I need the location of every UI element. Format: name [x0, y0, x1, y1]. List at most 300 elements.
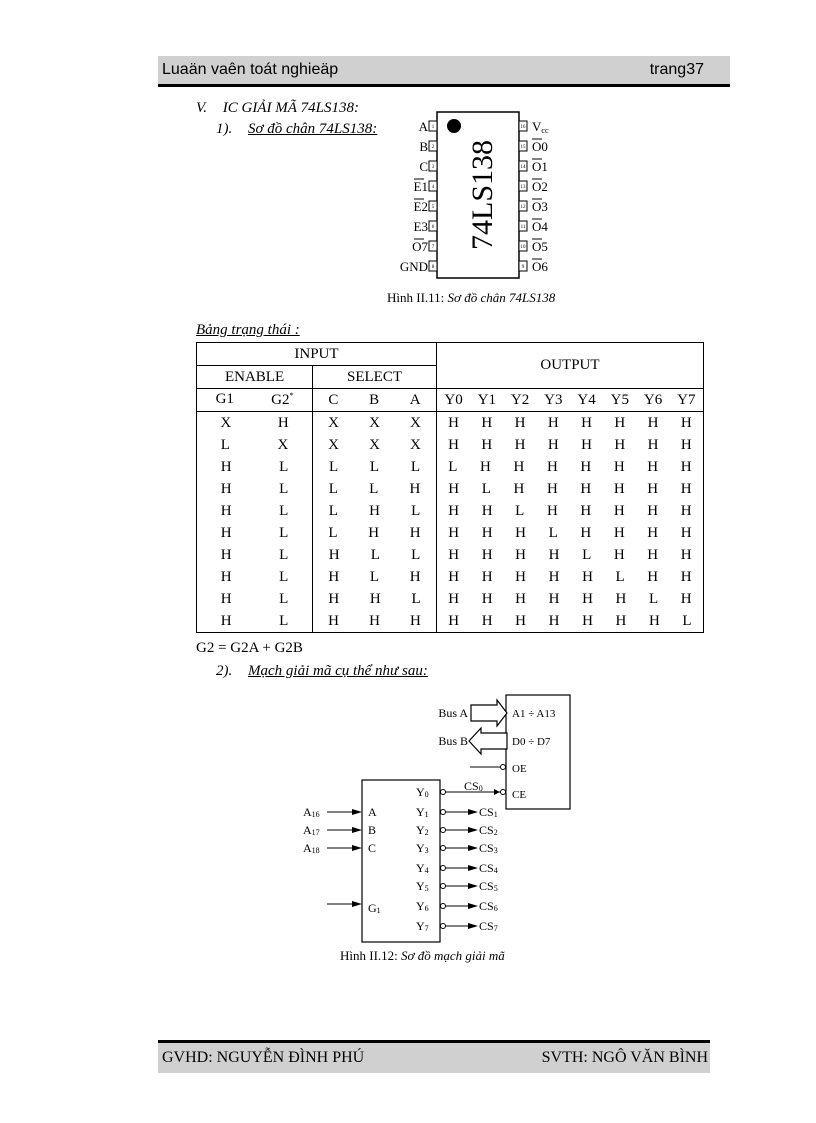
header-page: trang37: [649, 61, 704, 78]
cell-value: H: [547, 414, 559, 431]
cell-value: H: [448, 502, 460, 519]
cell-value: H: [220, 612, 232, 629]
cell-value: H: [548, 546, 560, 563]
cell-value: H: [481, 524, 493, 541]
cell-value: H: [680, 590, 692, 607]
cell-value: H: [580, 458, 592, 475]
cell-value: H: [613, 502, 625, 519]
cell-value: H: [548, 568, 560, 585]
enable-label: ENABLE: [224, 368, 285, 385]
cell-value: H: [515, 612, 526, 629]
cell-value: H: [328, 568, 340, 585]
section-number: V.: [196, 100, 207, 116]
address-input-label: A16: [303, 805, 320, 819]
g2-note: G2 = G2A + G2B: [196, 640, 303, 656]
ce-bubble: [501, 790, 506, 795]
select-col-headers: [313, 389, 437, 412]
g1-arrowhead: [352, 901, 362, 907]
table-cell: [436, 522, 703, 544]
output-arrowhead: [468, 827, 478, 833]
chip-left-pin-label: GND: [399, 259, 428, 274]
chip-left-pin-number: 3: [431, 165, 435, 170]
output-bubble: [441, 828, 446, 833]
cell-value: H: [515, 568, 526, 585]
cell-value: H: [580, 524, 592, 541]
table-cell: [197, 544, 313, 566]
oe-bubble: [501, 765, 506, 770]
cell-value: H: [547, 436, 559, 453]
chip-right-pin-number: 13: [520, 185, 526, 190]
table-cell: [436, 434, 703, 456]
cell-value: H: [220, 502, 232, 519]
chip-right-pin-label: O3: [532, 199, 548, 214]
table-cell: [313, 478, 437, 500]
output-bubble: [441, 790, 446, 795]
cell-value: H: [647, 458, 659, 475]
input-header: [197, 343, 437, 366]
table-row: [197, 478, 704, 500]
truth-table: [196, 342, 704, 633]
chip-left-pin-label: C: [419, 159, 428, 174]
chip-right-pin-number: 16: [520, 125, 526, 130]
select-header: [313, 366, 437, 389]
bus-b-arrow: [469, 728, 507, 754]
chip-name: 74LS138: [466, 139, 499, 250]
cell-value: H: [220, 458, 232, 475]
cell-value: H: [513, 480, 525, 497]
table-title: Bảng trạng thái :: [196, 322, 300, 338]
cell-value: H: [448, 546, 460, 563]
cell-value: H: [409, 480, 421, 497]
chip-left-pin-number: 8: [431, 265, 435, 270]
cell-value: H: [481, 546, 493, 563]
table-cell: [313, 434, 437, 456]
cell-value: L: [515, 502, 525, 519]
cell-value: H: [481, 612, 493, 629]
cell-value: L: [411, 590, 421, 607]
chip-left-pin-label: A: [418, 119, 428, 134]
cell-value: H: [448, 590, 460, 607]
pin1-marker: [447, 119, 461, 133]
output-arrowhead: [468, 903, 478, 909]
table-row: [197, 522, 704, 544]
cs-output-label: CS7: [479, 919, 498, 933]
cell-value: L: [279, 502, 289, 519]
table-row: [197, 566, 704, 588]
cell-value: X: [410, 436, 421, 453]
chip-right-pin-number: 10: [520, 245, 526, 250]
cell-value: H: [680, 414, 692, 431]
memory-pin-label: OE: [512, 763, 527, 775]
cell-value: H: [369, 502, 380, 519]
table-cell: [197, 566, 313, 588]
chip-left-pin-number: 2: [431, 145, 435, 150]
cell-value: H: [613, 524, 625, 541]
cell-value: H: [220, 546, 232, 563]
cell-value: H: [648, 612, 660, 629]
cell-value: H: [680, 458, 692, 475]
cell-value: H: [680, 502, 692, 519]
cell-value: X: [369, 436, 380, 453]
cell-value: L: [648, 590, 659, 607]
chip-right-pin-label: Vcc: [532, 119, 549, 135]
memory-pin-label: D0 ÷ D7: [512, 736, 551, 748]
output-col: Y6: [643, 391, 663, 408]
decoder-input-label: C: [368, 841, 377, 855]
chip-right-pin-number: 11: [520, 225, 526, 230]
table-cell: [197, 610, 313, 633]
cell-value: H: [410, 612, 421, 629]
cell-value: H: [615, 590, 627, 607]
output-col: Y5: [610, 391, 629, 408]
cell-value: H: [647, 502, 659, 519]
table-cell: [436, 610, 703, 633]
cs0-label: CS0: [464, 779, 483, 793]
chip-left-pin-number: 5: [431, 205, 435, 210]
cell-value: H: [220, 590, 232, 607]
enable-header: [197, 366, 313, 389]
sub2-heading: [216, 663, 428, 680]
output-col-headers: [436, 389, 703, 412]
chip-left-pin-number: 7: [431, 245, 435, 250]
cell-value: H: [220, 524, 232, 541]
enable-col-headers: [197, 389, 313, 412]
fig1-caption: [387, 290, 555, 306]
output-col: Y0: [444, 391, 463, 408]
cell-value: H: [448, 414, 459, 431]
address-input-label: A17: [303, 823, 320, 837]
cell-value: H: [448, 480, 460, 497]
table-cell: [436, 566, 703, 588]
cell-value: H: [514, 436, 526, 453]
cell-value: L: [279, 612, 289, 629]
chip-right-pin-label: O2: [532, 179, 548, 194]
table-cell: [313, 412, 437, 435]
a-col: A: [409, 391, 421, 408]
cell-value: L: [370, 546, 380, 563]
header-title: Luaän vaên toát nghieäp: [162, 61, 339, 78]
table-row: [197, 500, 704, 522]
table-cell: [197, 588, 313, 610]
table-cell: [313, 544, 437, 566]
output-col: Y7: [677, 391, 696, 408]
cell-value: H: [581, 414, 592, 431]
cs-output-label: CS3: [479, 841, 498, 855]
fig1-label: Hình II.11:: [387, 290, 445, 305]
c-col: C: [328, 391, 339, 408]
cell-value: L: [448, 458, 458, 475]
cell-value: H: [548, 590, 560, 607]
cell-value: H: [369, 590, 381, 607]
decoder-output-label: Y5: [416, 879, 429, 893]
cell-value: H: [680, 568, 692, 585]
output-bubble: [441, 884, 446, 889]
sub2-title: Mạch giải mã cụ thể như sau:: [248, 663, 428, 679]
chip-right-pin-label: O0: [532, 139, 548, 154]
cell-value: H: [580, 502, 592, 519]
output-col: Y3: [544, 391, 563, 408]
cell-value: H: [580, 480, 592, 497]
table-row: [197, 456, 704, 478]
cell-value: H: [515, 546, 526, 563]
cell-value: H: [220, 568, 232, 585]
cell-value: L: [369, 568, 380, 585]
table-cell: [436, 500, 703, 522]
cell-value: H: [328, 590, 340, 607]
cell-value: L: [615, 568, 625, 585]
cell-value: L: [279, 524, 289, 541]
select-label: SELECT: [347, 368, 403, 385]
table-cell: [313, 566, 437, 588]
cell-value: H: [409, 524, 421, 541]
output-col: Y2: [510, 391, 530, 408]
output-col: Y1: [477, 391, 496, 408]
table-row: [197, 588, 704, 610]
chip-right-pin-label: O4: [532, 219, 548, 234]
cell-value: H: [368, 524, 380, 541]
cell-value: H: [515, 524, 526, 541]
cell-value: H: [614, 414, 626, 431]
cell-value: L: [279, 480, 289, 497]
table-cell: [197, 456, 313, 478]
cell-value: L: [328, 480, 338, 497]
g1-col: G1: [215, 391, 234, 407]
cell-value: H: [481, 436, 493, 453]
cell-value: H: [582, 568, 593, 585]
sub2-number: 2).: [216, 663, 233, 679]
decoder-output-label: Y2: [416, 823, 429, 837]
cell-value: H: [515, 590, 526, 607]
cell-value: H: [613, 546, 625, 563]
chip-left-pin-label: B: [419, 139, 428, 154]
cell-value: H: [647, 568, 659, 585]
cell-value: L: [682, 612, 692, 629]
memory-pin-label: A1 ÷ A13: [512, 708, 556, 720]
bus-a-arrow: [471, 700, 507, 726]
table-cell: [436, 544, 703, 566]
cs-output-label: CS1: [479, 805, 498, 819]
chip-left-pin-number: 1: [431, 125, 435, 130]
bus-b-label: Bus B: [438, 734, 468, 748]
cs-output-label: CS5: [479, 879, 498, 893]
cell-value: L: [279, 568, 289, 585]
output-bubble: [441, 846, 446, 851]
table-cell: [313, 522, 437, 544]
cell-value: L: [279, 458, 289, 475]
cell-value: H: [546, 458, 558, 475]
sub1-title: Sơ đồ chân 74LS138:: [248, 121, 378, 137]
chip-left-pin-label: E2: [413, 199, 428, 214]
cell-value: L: [369, 480, 379, 497]
table-cell: [197, 500, 313, 522]
cell-value: H: [647, 524, 659, 541]
cell-value: H: [613, 480, 625, 497]
output-arrowhead: [468, 883, 478, 889]
fig1-text: Sơ đồ chân 74LS138: [447, 290, 556, 305]
cell-value: H: [481, 590, 493, 607]
g2-col-label: G2: [271, 392, 290, 408]
cs-output-label: CS4: [479, 861, 498, 875]
chip-right-pin-label: O5: [532, 239, 548, 254]
chip-right-pin-label: O1: [532, 159, 548, 174]
cell-value: H: [548, 612, 560, 629]
output-bubble: [441, 904, 446, 909]
decoder-input-label: A: [368, 805, 377, 819]
table-row: [197, 434, 704, 456]
cs-output-label: CS6: [479, 899, 498, 913]
cell-value: H: [680, 436, 692, 453]
cell-value: H: [680, 546, 692, 563]
table-cell: [436, 412, 703, 435]
memory-pin-label: CE: [512, 789, 527, 801]
cell-value: H: [647, 414, 659, 431]
chip-right-pin-number: 12: [520, 205, 526, 210]
output-bubble: [441, 866, 446, 871]
cell-value: H: [277, 414, 289, 431]
cell-value: H: [546, 502, 558, 519]
cell-value: H: [220, 480, 232, 497]
sub1-number: 1).: [216, 121, 233, 137]
table-cell: [313, 588, 437, 610]
decoder-circuit: [303, 695, 570, 942]
table-cell: [436, 588, 703, 610]
page-footer: [158, 1040, 710, 1073]
output-arrowhead: [468, 809, 478, 815]
table-cell: [313, 610, 437, 633]
chip-left-pin-number: 6: [431, 225, 435, 230]
output-bubble: [441, 924, 446, 929]
decoder-output-label: Y4: [416, 861, 429, 875]
chip-right-pin-number: 9: [521, 265, 525, 270]
section-title: IC GIẢI MÃ 74LS138:: [222, 100, 359, 116]
chip-left-pin-label: E3: [413, 219, 428, 234]
cell-value: H: [448, 568, 460, 585]
cell-value: L: [411, 502, 421, 519]
input-arrowhead: [352, 845, 362, 851]
cell-value: X: [277, 436, 289, 453]
decoder-output-label: Y7: [416, 919, 429, 933]
cell-value: H: [513, 458, 525, 475]
cell-value: H: [369, 612, 380, 629]
address-input-label: A18: [303, 841, 320, 855]
cell-value: H: [615, 612, 627, 629]
cell-value: X: [410, 414, 421, 431]
cell-value: L: [410, 458, 421, 475]
table-row: [197, 412, 704, 435]
cell-value: L: [411, 546, 421, 563]
chip-left-pin-number: 4: [431, 185, 435, 190]
table-row: [197, 544, 704, 566]
cell-value: L: [582, 546, 592, 563]
cell-value: H: [680, 524, 692, 541]
table-cell: [436, 456, 703, 478]
cell-value: H: [328, 546, 340, 563]
cell-value: H: [680, 480, 692, 497]
cell-value: H: [480, 458, 491, 475]
cell-value: L: [328, 458, 339, 475]
table-cell: [313, 500, 437, 522]
output-col: Y4: [577, 391, 596, 408]
footer-left: GVHD: NGUYỄN ĐÌNH PHÚ: [162, 1049, 365, 1066]
cs-output-label: CS2: [479, 823, 498, 837]
cell-value: H: [582, 612, 593, 629]
output-label: OUTPUT: [540, 357, 600, 373]
chip-left-pin-label: O7: [412, 239, 428, 254]
output-header: [436, 343, 703, 389]
cell-value: H: [448, 436, 459, 453]
input-arrowhead: [352, 827, 362, 833]
cs0-arrowhead: [494, 789, 500, 795]
cell-value: H: [647, 436, 659, 453]
cell-value: L: [548, 524, 558, 541]
cell-value: L: [328, 502, 338, 519]
fig2-caption: [340, 948, 505, 964]
decoder-output-label: Y0: [416, 785, 429, 799]
chip-right-pin-number: 15: [520, 145, 526, 150]
bus-a-label: Bus A: [438, 706, 468, 720]
cell-value: H: [448, 612, 460, 629]
input-arrowhead: [352, 809, 362, 815]
chip-right-pin-number: 14: [520, 165, 526, 170]
cell-value: L: [279, 590, 289, 607]
cell-value: H: [614, 436, 626, 453]
table-cell: [197, 434, 313, 456]
fig2-label: Hình II.12:: [340, 948, 398, 963]
cell-value: H: [328, 612, 339, 629]
decoder-input-label: G1: [368, 901, 381, 915]
output-bubble: [441, 810, 446, 815]
cell-value: H: [514, 414, 526, 431]
cell-value: H: [448, 524, 460, 541]
decoder-output-label: Y3: [416, 841, 429, 855]
cell-value: H: [481, 568, 493, 585]
output-arrowhead: [468, 865, 478, 871]
cell-value: X: [328, 436, 339, 453]
decoder-output-label: Y6: [416, 899, 429, 913]
g2-superscript: *: [289, 391, 294, 400]
cell-value: H: [481, 414, 493, 431]
output-arrowhead: [468, 923, 478, 929]
table-cell: [197, 478, 313, 500]
table-cell: [436, 478, 703, 500]
cell-value: H: [481, 502, 493, 519]
g2-col: [271, 391, 293, 409]
cell-value: H: [546, 480, 558, 497]
cell-value: H: [409, 568, 421, 585]
chip-left-pin-label: E1: [413, 179, 428, 194]
fig2-text: Sơ đồ mạch giải mã: [401, 948, 505, 963]
chip-right-pin-label: O6: [532, 259, 548, 274]
cell-value: L: [279, 546, 289, 563]
cell-value: L: [481, 480, 491, 497]
cell-value: H: [647, 480, 659, 497]
b-col: B: [369, 391, 380, 408]
table-cell: [197, 522, 313, 544]
footer-right: SVTH: NGÔ VĂN BÌNH: [541, 1049, 708, 1066]
cell-value: L: [328, 524, 338, 541]
cell-value: H: [581, 436, 592, 453]
cell-value: H: [582, 590, 593, 607]
decoder-input-label: B: [368, 823, 377, 837]
cell-value: X: [369, 414, 380, 431]
decoder-output-label: Y1: [416, 805, 429, 819]
output-arrowhead: [468, 845, 478, 851]
table-cell: [197, 412, 313, 435]
cell-value: X: [328, 414, 339, 431]
cell-value: H: [613, 458, 625, 475]
cell-value: L: [369, 458, 380, 475]
input-label: INPUT: [294, 345, 339, 362]
